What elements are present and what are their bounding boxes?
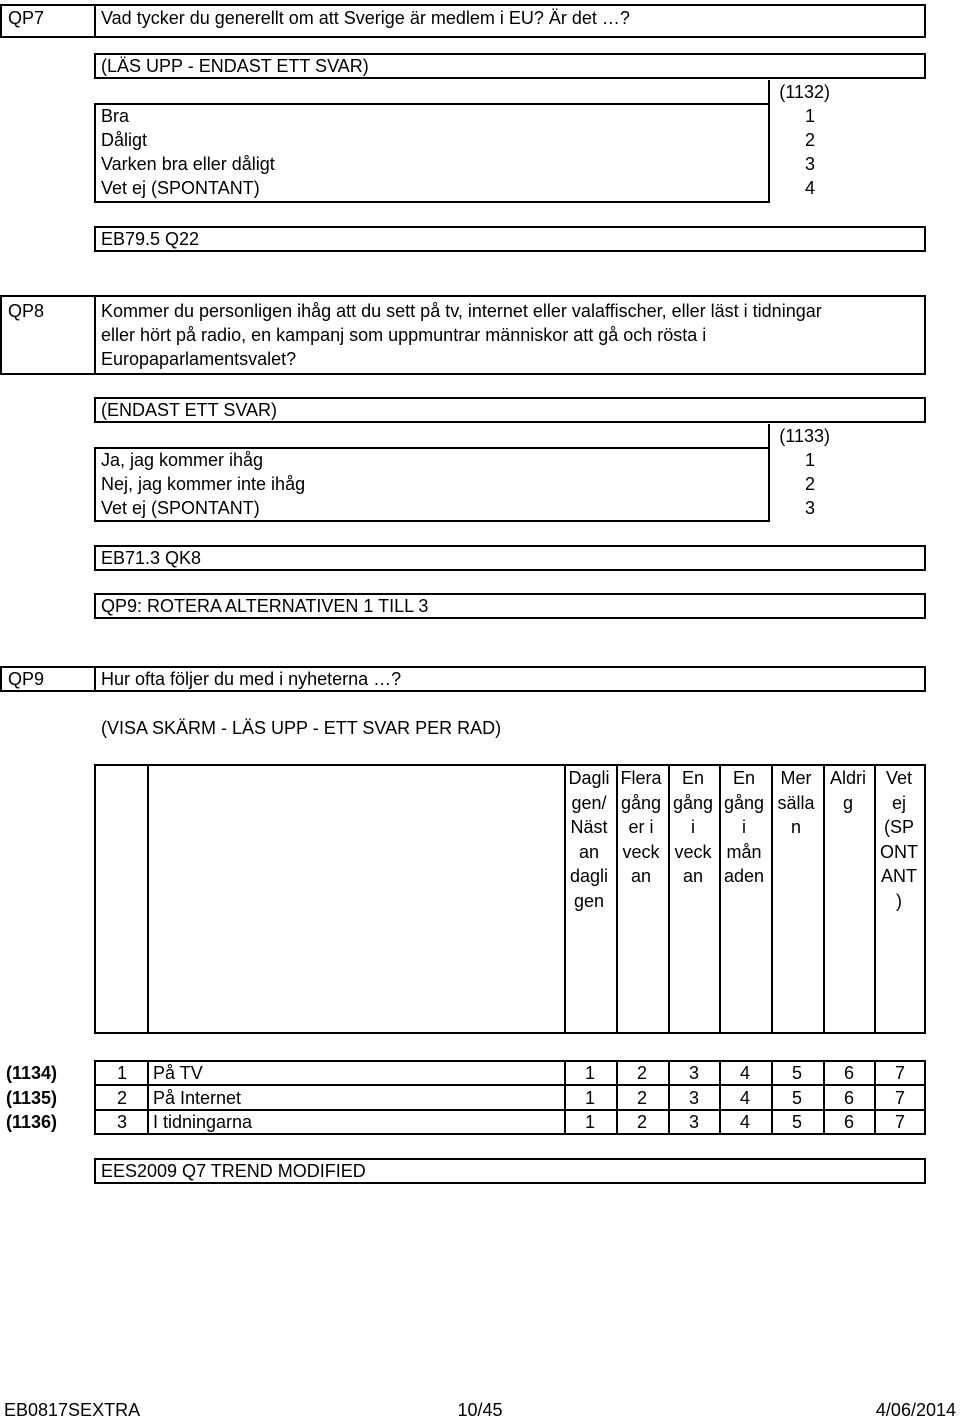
qp9-cell: 1 [584, 1088, 595, 1108]
qp9-source: EES2009 Q7 TREND MODIFIED [101, 1161, 366, 1181]
qp9-row-code: (1136) [6, 1112, 58, 1132]
qp9-cell: 3 [688, 1063, 699, 1083]
qp7-option-value: 2 [804, 130, 815, 150]
qp8-divider [768, 424, 770, 522]
qp8-code: (1133) [779, 426, 830, 446]
qp9-column-header: Flera gång er i veck an [620, 768, 662, 886]
qp9-cell: 3 [688, 1088, 699, 1108]
qp8-source: EB71.3 QK8 [101, 548, 202, 568]
qp7-id: QP7 [8, 8, 45, 28]
qp9-cell: 7 [894, 1088, 905, 1108]
qp7-instruction: (LÄS UPP - ENDAST ETT SVAR) [101, 56, 369, 76]
qp9-cell: 2 [636, 1088, 647, 1108]
qp9-row-label: På TV [153, 1063, 203, 1083]
qp9-id: QP9 [8, 669, 45, 689]
qp8-option-label: Nej, jag kommer inte ihåg [101, 474, 306, 494]
qp8-id: QP8 [8, 301, 45, 321]
qp7-option-value: 1 [804, 106, 815, 126]
qp9-row-num: 3 [116, 1112, 127, 1132]
qp9-instruction: (VISA SKÄRM - LÄS UPP - ETT SVAR PER RAD) [101, 718, 502, 738]
qp8-rotation-note: QP9: ROTERA ALTERNATIVEN 1 TILL 3 [101, 596, 429, 616]
qp9-cell: 7 [894, 1063, 905, 1083]
qp7-option-value: 4 [804, 178, 815, 198]
qp9-row-code: (1135) [6, 1088, 58, 1108]
qp9-column-header: Dagli gen/ Näst an dagli gen [568, 768, 610, 911]
footer-doc-id: EB0817SEXTRA [4, 1400, 141, 1420]
qp7-question: Vad tycker du generellt om att Sverige är medlem i EU? Är det …? [101, 8, 630, 28]
qp9-row-num: 1 [116, 1063, 127, 1083]
qp9-cell: 7 [894, 1112, 905, 1132]
qp9-cell: 2 [636, 1112, 647, 1132]
qp8-option-value: 1 [804, 450, 815, 470]
qp9-cell: 1 [584, 1063, 595, 1083]
qp9-column-header: En gång i veck an [672, 768, 714, 886]
qp9-header-divider [147, 764, 149, 1034]
qp8-question-line: eller hört på radio, en kampanj som uppmuntrar människor att gå och rösta i [101, 325, 707, 345]
qp9-row-label: På Internet [153, 1088, 242, 1108]
qp9-cell: 4 [739, 1063, 750, 1083]
qp7-divider [768, 80, 770, 203]
qp7-source-box [94, 226, 926, 252]
qp8-option-value: 2 [804, 474, 815, 494]
qp8-instruction: (ENDAST ETT SVAR) [101, 400, 278, 420]
qp9-cell: 5 [791, 1088, 802, 1108]
qp9-cell: 4 [739, 1112, 750, 1132]
qp7-option-label: Vet ej (SPONTANT) [101, 178, 260, 198]
qp9-question: Hur ofta följer du med i nyheterna …? [101, 669, 402, 689]
qp9-column-header: Aldri g [829, 768, 866, 813]
footer-date: 4/06/2014 [875, 1400, 956, 1420]
qp8-option-label: Vet ej (SPONTANT) [101, 498, 260, 518]
qp9-cell: 2 [636, 1063, 647, 1083]
qp7-option-label: Dåligt [101, 130, 148, 150]
qp9-cell: 4 [739, 1088, 750, 1108]
qp9-column-header: Vet ej (SP ONT ANT ) [880, 768, 918, 911]
qp9-cell: 5 [791, 1112, 802, 1132]
qp9-cell: 3 [688, 1112, 699, 1132]
qp9-cell: 1 [584, 1112, 595, 1132]
qp9-row-num: 2 [116, 1088, 127, 1108]
qp7-source: EB79.5 Q22 [101, 229, 200, 249]
qp8-question-line: Europaparlamentsvalet? [101, 349, 297, 369]
qp9-row-code: (1134) [6, 1063, 58, 1083]
qp7-option-label: Varken bra eller dåligt [101, 154, 275, 174]
qp8-option-value: 3 [804, 498, 815, 518]
qp7-option-label: Bra [101, 106, 130, 126]
qp9-row-label: I tidningarna [153, 1112, 253, 1132]
qp9-column-header: En gång i mån aden [723, 768, 765, 886]
qp7-code: (1132) [779, 82, 830, 102]
footer-page-number: 10/45 [457, 1400, 503, 1420]
qp9-column-header: Mer sälla n [777, 768, 815, 837]
qp8-source-box [94, 545, 926, 571]
qp9-cell: 5 [791, 1063, 802, 1083]
qp8-option-label: Ja, jag kommer ihåg [101, 450, 264, 470]
qp8-question-line: Kommer du personligen ihåg att du sett på tv, internet eller valaffischer, eller läst i tidningar [101, 301, 822, 321]
qp9-cell: 6 [843, 1112, 854, 1132]
qp9-cell: 6 [843, 1063, 854, 1083]
qp7-option-value: 3 [804, 154, 815, 174]
qp9-cell: 6 [843, 1088, 854, 1108]
